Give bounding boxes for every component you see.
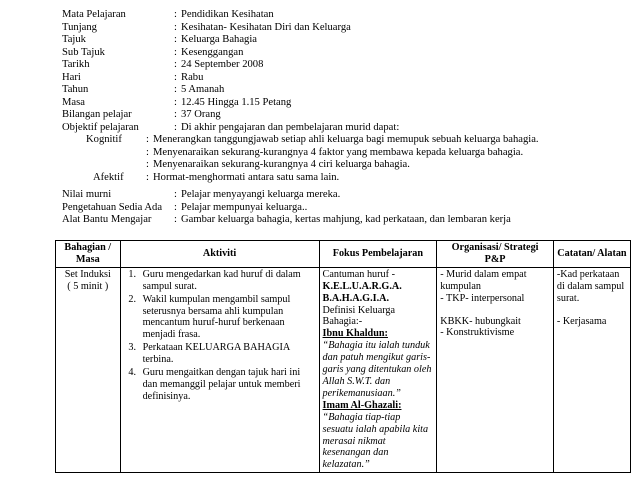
info-label: Tunjang — [62, 21, 97, 33]
lesson-table — [55, 240, 631, 473]
cell-catatan — [553, 267, 630, 472]
info-colon: : — [146, 146, 149, 158]
fokus-line: K.E.L.U.A.R.G.A. — [322, 280, 402, 292]
info-colon: : — [174, 46, 177, 58]
info-colon: : — [174, 96, 177, 108]
info-colon: : — [146, 134, 149, 145]
info-value: Pendidikan Kesihatan — [181, 9, 274, 20]
info-label: Objektif pelajaran — [62, 121, 139, 133]
fokus-line: Definisi Keluarga — [322, 304, 396, 316]
masa-text: ( 5 minit ) — [67, 280, 109, 292]
organisasi-line: - Murid dalam empat kumpulan — [440, 268, 527, 292]
cell-organisasi — [437, 267, 554, 472]
info-label: Sub Tajuk — [62, 46, 105, 58]
info-value: 5 Amanah — [181, 84, 225, 95]
info-colon: : — [174, 109, 177, 120]
info-colon: : — [174, 84, 177, 95]
info-label: Mata Pelajaran — [62, 9, 126, 20]
ibnu-khaldun-quote: “Bahagia itu ialah tunduk dan patuh mengikut garis-garis yang ditentukan oleh Allah S.W.T. dan perikemanusiaan.” — [322, 340, 432, 399]
info-colon: : — [174, 121, 177, 133]
info-value: Kesenggangan — [181, 46, 244, 58]
info-value: Gambar keluarga bahagia, kertas mahjung, kad perkataan, dan lembaran kerja — [181, 214, 511, 225]
list-item: 2. Wakil kumpulan mengambil sampul seterusnya bersama ahli kumpulan mencantum huruf-huruf berkenaan menjadi frasa. — [139, 294, 316, 342]
header-fokus: Fokus Pembelajaran — [319, 241, 437, 268]
organisasi-line: - Konstruktivisme — [440, 327, 515, 339]
info-label: Nilai murni — [62, 189, 112, 200]
info-label: Alat Bantu Mengajar — [62, 214, 152, 225]
info-label: Tarikh — [62, 59, 90, 70]
info-label: Tahun — [62, 84, 89, 95]
spacer — [557, 305, 627, 316]
info-colon: : — [174, 201, 177, 213]
info-colon: : — [174, 59, 177, 70]
info-value: Keluarga Bahagia — [181, 34, 257, 45]
info-colon: : — [174, 214, 177, 225]
aktiviti-list — [124, 269, 316, 403]
cell-aktiviti — [120, 267, 319, 472]
afektif-item: Hormat-menghormati antara satu sama lain. — [153, 171, 340, 183]
info-label: Masa — [62, 96, 85, 108]
imam-al-ghazali-label: Imam Al-Ghazali: — [322, 399, 402, 411]
info-colon: : — [174, 21, 177, 33]
info-label: Pengetahuan Sedia Ada — [62, 201, 163, 213]
info-value: Di akhir pengajaran dan pembelajaran murid dapat: — [181, 121, 400, 133]
info-value: Pelajar menyayangi keluarga mereka. — [181, 189, 341, 200]
header-catatan: Catatan/ Alatan — [553, 241, 630, 268]
kognitif-item: Menyenaraikan sekurang-kurangnya 4 faktor yang membawa kepada keluarga bahagia. — [153, 146, 524, 158]
fokus-line: Bahagia:- — [322, 316, 363, 328]
info-label: Tajuk — [62, 34, 86, 45]
info-label: Bilangan pelajar — [62, 109, 132, 120]
spacer — [440, 305, 550, 316]
kognitif-item: Menyenaraikan sekurang-kurangnya 4 ciri keluarga bahagia. — [153, 159, 410, 170]
organisasi-line: KBKK- hubungkait — [440, 315, 521, 327]
imam-al-ghazali-quote: “Bahagia tiap-tiap sesuatu ialah apabila kita merasai nikmat kesenangan dan kelazatan.” — [322, 411, 429, 471]
info-value: Pelajar mempunyai keluarga.. — [181, 201, 308, 213]
bahagian-text: Set Induksi — [64, 268, 111, 280]
info-value: 37 Orang — [181, 109, 221, 120]
header-organisasi: Organisasi/ Strategi P&P — [437, 241, 554, 268]
info-colon: : — [174, 71, 177, 83]
cell-fokus — [319, 267, 437, 472]
info-value: 24 September 2008 — [181, 59, 264, 70]
afektif-label: Afektif — [93, 171, 124, 183]
fokus-line: B.A.H.A.G.I.A. — [322, 292, 390, 304]
fokus-line: Cantuman huruf - — [322, 268, 395, 280]
info-label: Hari — [62, 71, 81, 83]
list-item: 1. Guru mengedarkan kad huruf di dalam sampul surat. — [139, 269, 316, 293]
info-colon: : — [146, 159, 149, 170]
header-aktiviti: Aktiviti — [120, 241, 319, 268]
list-item: 4. Guru mengaitkan dengan tajuk hari ini dan memanggil pelajar untuk memberi definisinya. — [139, 367, 316, 403]
catatan-line: -Kad perkataan di dalam sampul surat. — [556, 268, 625, 304]
info-colon: : — [174, 9, 177, 20]
header-bahagian: Bahagian / Masa — [56, 241, 121, 268]
kognitif-label: Kognitif — [86, 134, 122, 145]
info-value: Rabu — [181, 71, 204, 83]
info-colon: : — [146, 171, 149, 183]
ibnu-khaldun-label: Ibnu Khaldun: — [322, 328, 388, 340]
info-colon: : — [174, 189, 177, 200]
catatan-line: - Kerjasama — [556, 315, 607, 327]
kognitif-item: Menerangkan tanggungjawab setiap ahli keluarga bagi memupuk sebuah keluarga bahagia. — [153, 134, 539, 145]
list-item: 3. Perkataan KELUARGA BAHAGIA terbina. — [139, 342, 316, 366]
info-value: Kesihatan- Kesihatan Diri dan Keluarga — [181, 21, 351, 33]
cell-bahagian — [56, 267, 121, 472]
organisasi-line: - TKP- interpersonal — [440, 292, 525, 304]
table-row — [56, 267, 631, 472]
info-colon: : — [174, 34, 177, 45]
table-header-row — [56, 241, 631, 268]
info-value: 12.45 Hingga 1.15 Petang — [181, 96, 292, 108]
